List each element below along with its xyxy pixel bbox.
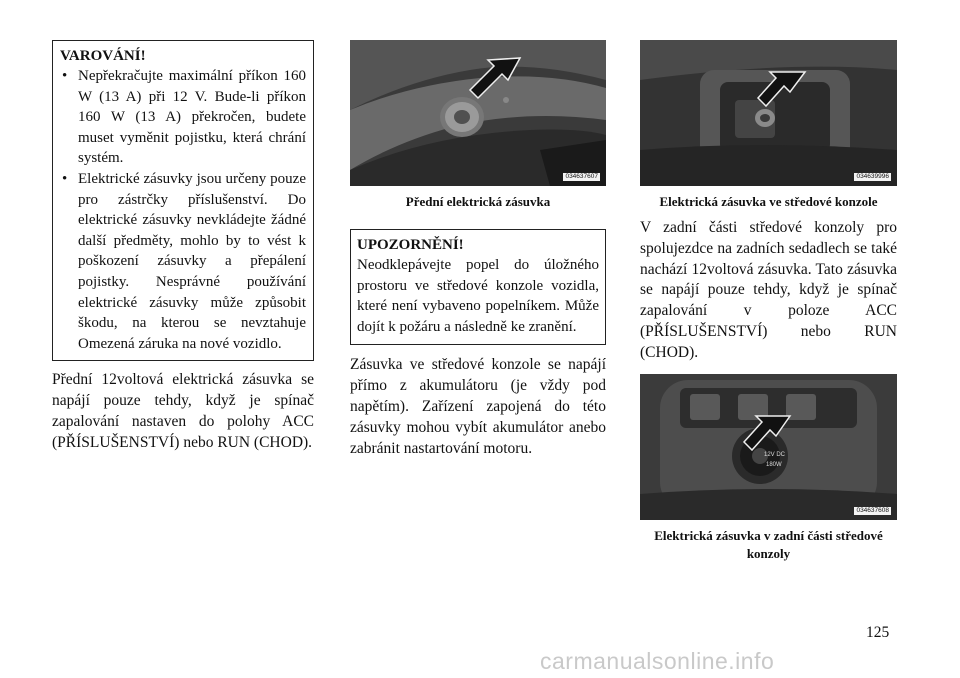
- console-outlet-photo: [640, 40, 897, 186]
- warning-list: [60, 66, 306, 354]
- front-outlet-caption: Přední elektrická zásuvka: [405, 194, 551, 209]
- front-outlet-paragraph: Přední 12voltová elektrická zásuvka se napájí pouze tehdy, když je spínač zapalování nastaven do polohy ACC (PŘÍSLUŠENSTVÍ) nebo RUN (CHOD).: [52, 371, 314, 451]
- column-middle: [350, 40, 606, 459]
- caution-text: Neodklepávejte popel do úložného prostoru ve středové konzole vozidla, které není vybaveno popelníkem. Může dojít k požáru a následně ke zranění.: [357, 257, 599, 335]
- caution-box: [350, 229, 606, 345]
- rear-outlet-paragraph: V zadní části středové konzoly pro spolujezdce na zadních sedadlech se také nachází 12voltová zásuvka. Tato zásuvka se napájí pouze tehdy, když je spínač zapalování v poloze ACC (PŘÍSLUŠENSTVÍ) nebo RUN (CHOD).: [640, 219, 897, 361]
- warning-item: • Nepřekračujte maximální příkon 160 W (13 A) při 12 V. Bude-li příkon 160 W (13 A) překročen, budete muset vyměnit pojistku, která chrání systém.: [60, 66, 306, 169]
- caution-title: UPOZORNĚNÍ!: [357, 237, 464, 253]
- rear-outlet-photo: [640, 374, 897, 520]
- warning-box: [52, 40, 314, 361]
- column-right: [640, 40, 897, 563]
- watermark: carmanualsonline.info: [540, 648, 775, 674]
- photo-code: 034637607: [565, 173, 598, 180]
- page-number: 125: [866, 624, 890, 641]
- warning-item: • Elektrické zásuvky jsou určeny pouze pro zástrčky příslušenství. Do elektrické zásuvky nevkládejte žádné další předměty, mohlo by to vést k poškození zásuvky a přepálení pojistky. Nesprávné používání elektrické zásuvky může způsobit škodu, na kterou se nevztahuje Omezená záruka na nové vozidlo.: [60, 169, 306, 354]
- outlet-label-top: 12V DC: [764, 451, 786, 458]
- rear-outlet-caption: Elektrická zásuvka v zadní části středové konzoly: [654, 527, 883, 561]
- console-outlet-illustration: [640, 40, 897, 186]
- warning-title: VAROVÁNÍ!: [60, 48, 146, 64]
- photo-code: 034639996: [856, 173, 889, 180]
- rear-outlet-illustration: [640, 374, 897, 520]
- outlet-label-bottom: 180W: [766, 461, 782, 468]
- console-outlet-paragraph: Zásuvka ve středové konzole se napájí přímo z akumulátoru (je vždy pod napětím). Zařízení zapojená do této zásuvky mohou vybít akumulátor anebo zabránit nastartování motoru.: [350, 356, 606, 457]
- console-outlet-caption: Elektrická zásuvka ve středové konzole: [659, 194, 878, 209]
- column-left: [52, 40, 314, 454]
- photo-code: 034637608: [856, 506, 889, 514]
- front-outlet-photo: [350, 40, 606, 186]
- front-outlet-illustration: [350, 40, 606, 186]
